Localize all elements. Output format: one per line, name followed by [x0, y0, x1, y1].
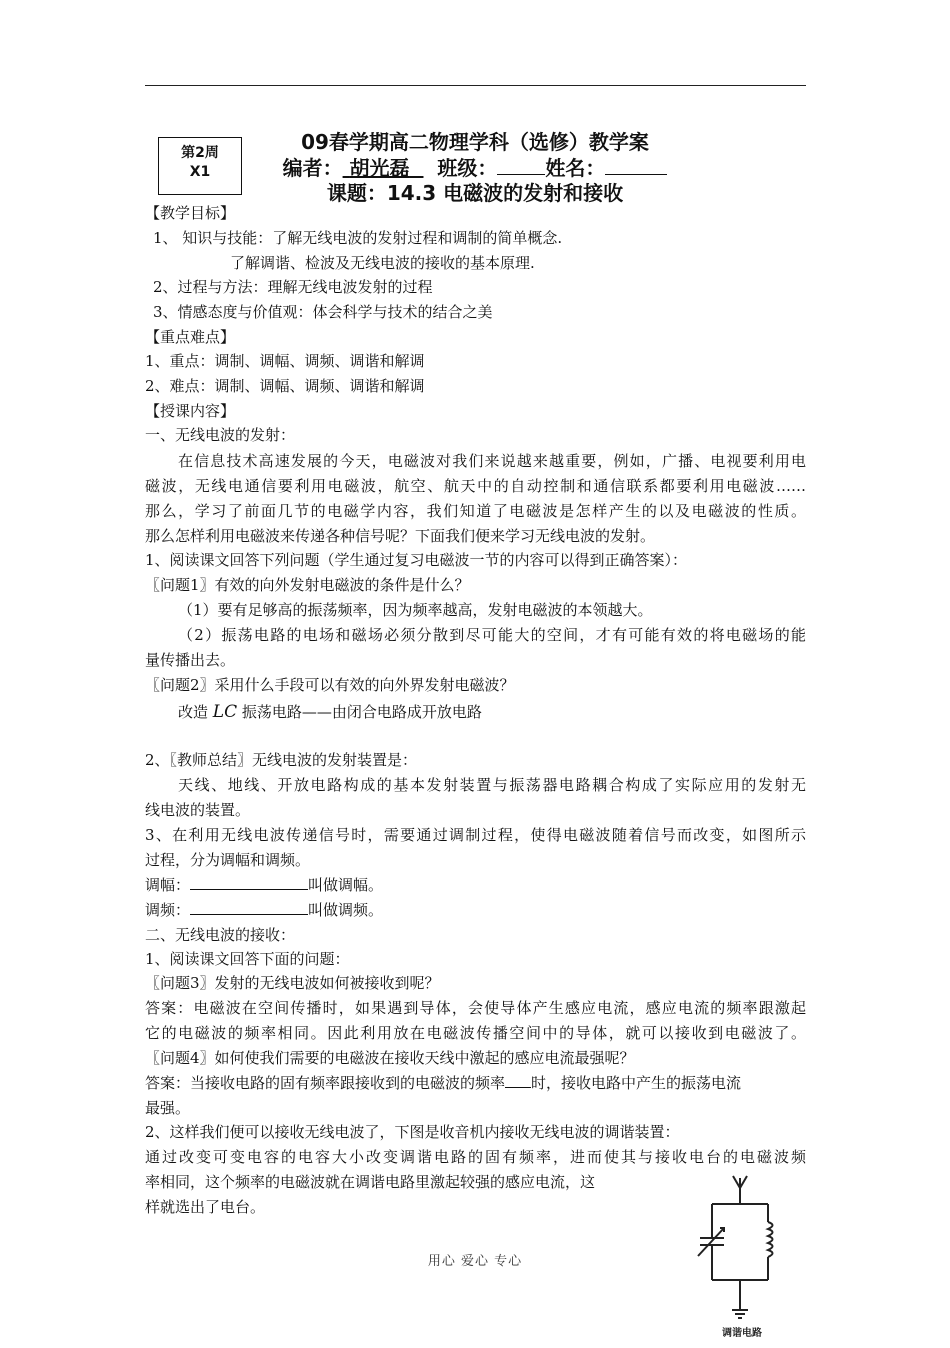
section-heading: 【授课内容】 — [145, 402, 236, 420]
text-line: 1、重点：调制、调幅、调频、调谐和解调 — [145, 352, 425, 370]
question: 〖问题1〗有效的向外发射电磁波的条件是什么？ — [145, 576, 470, 594]
blank-fm[interactable] — [190, 900, 308, 915]
text-line: 1、阅读课文回答下列问题（学生通过复习电磁波一节的内容可以得到正确答案）： — [145, 551, 688, 569]
text-line: （2）振荡电路的电场和磁场必须分散到尽可能大的空间，才有可能有效的将电磁场的能 — [178, 626, 806, 644]
text-line: 样就选出了电台。 — [145, 1198, 266, 1216]
tuning-circuit-figure — [690, 1170, 800, 1344]
fill-in-line: 调频： 叫做调频。 — [145, 901, 384, 919]
name-blank[interactable] — [605, 156, 667, 175]
lesson-title: 课题：14.3 电磁波的发射和接收 — [326, 181, 624, 205]
week-box — [158, 137, 242, 195]
header-rule — [145, 85, 806, 86]
editor-name: 胡光磊 — [349, 156, 410, 180]
class-label: 班级： — [437, 156, 498, 180]
tuning-circuit-icon — [690, 1170, 800, 1344]
question: 〖问题4〗如何使我们需要的电磁波在接收天线中激起的感应电流最强呢？ — [145, 1049, 635, 1067]
text-line: 改造 LC 振荡电路——由闭合电路成开放电路 — [178, 702, 482, 722]
section-heading: 【教学目标】 — [145, 204, 236, 222]
name-label: 姓名： — [545, 156, 606, 180]
week-code: X1 — [189, 164, 211, 180]
text-line: 那么怎样利用电磁波来传递各种信号呢？下面我们便来学习无线电波的发射。 — [145, 527, 656, 545]
text-line: 线电波的装置。 — [145, 801, 251, 819]
figure-caption: 调谐电路 — [722, 1328, 762, 1339]
section-heading: 二、无线电波的接收： — [145, 926, 296, 944]
blank-am[interactable] — [190, 875, 308, 890]
text-line: 3、情感态度与价值观：体会科学与技术的结合之美 — [153, 303, 493, 321]
text-line: 量传播出去。 — [145, 651, 236, 669]
text-line: 在信息技术高速发展的今天，电磁波对我们来说越来越重要，例如，广播、电视要利用电 — [178, 452, 806, 470]
lc-symbol: LC — [212, 702, 238, 722]
blank-frequency[interactable] — [505, 1073, 531, 1088]
text-line: （1）要有足够高的振荡频率，因为频率越高，发射电磁波的本领越大。 — [178, 601, 653, 619]
text-line: 它的电磁波的频率相同。因此利用放在电磁波传播空间中的导体，就可以接收到电磁波了。 — [145, 1024, 806, 1042]
text-line: 2、过程与方法：理解无线电波发射的过程 — [153, 278, 433, 296]
fill-in-line: 答案：当接收电路的固有频率跟接收到的电磁波的频率 时，接收电路中产生的振荡电流 — [145, 1074, 742, 1092]
text-line: 通过改变可变电容的电容大小改变调谐电路的固有频率，进而使其与接收电台的电磁波频 — [145, 1148, 806, 1166]
section-heading: 【重点难点】 — [145, 328, 236, 346]
text-line: 过程，分为调幅和调频。 — [145, 851, 311, 869]
text-line: 那么，学习了前面几节的电磁学内容，我们知道了电磁波是怎样产生的以及电磁波的性质。 — [145, 502, 806, 520]
text-line: 磁波，无线电通信要利用电磁波，航空、航天中的自动控制和通信联系都要利用电磁波…… — [145, 477, 806, 495]
text-line: 3、在利用无线电波传递信号时，需要通过调制过程，使得电磁波随着信号而改变，如图所示 — [145, 826, 806, 844]
text-line: 最强。 — [145, 1099, 191, 1117]
document-title: 09春学期高二物理学科（选修）教学案 — [301, 130, 649, 154]
page-footer: 用心 爱心 专心 — [427, 1254, 523, 1269]
text-line: 1、 知识与技能：了解无线电波的发射过程和调制的简单概念. — [153, 229, 563, 247]
text-line: 2、这样我们便可以接收无线电波了，下图是收音机内接收无线电波的调谐装置： — [145, 1123, 680, 1141]
fill-in-line: 调幅： 叫做调幅。 — [145, 876, 384, 894]
text-line: 率相同，这个频率的电磁波就在调谐电路里激起较强的感应电流，这 — [145, 1173, 596, 1191]
text-line: 2、〖教师总结〗无线电波的发射装置是： — [145, 751, 418, 769]
editor-label: 编者： — [282, 156, 343, 180]
week-label: 第2周 — [181, 145, 219, 161]
text-line: 答案：电磁波在空间传播时，如果遇到导体，会使导体产生感应电流，感应电流的频率跟激起 — [145, 999, 806, 1017]
section-heading: 一、无线电波的发射： — [145, 426, 296, 444]
class-blank[interactable] — [497, 156, 545, 175]
text-line: 1、阅读课文回答下面的问题： — [145, 950, 350, 968]
text-line: 天线、地线、开放电路构成的基本发射装置与振荡器电路耦合构成了实际应用的发射无 — [178, 776, 806, 794]
text-line: 2、难点：调制、调幅、调频、调谐和解调 — [145, 377, 425, 395]
text-line: 了解调谐、检波及无线电波的接收的基本原理. — [230, 254, 535, 272]
question: 〖问题2〗采用什么手段可以有效的向外界发射电磁波？ — [145, 676, 515, 694]
question: 〖问题3〗发射的无线电波如何被接收到呢？ — [145, 974, 440, 992]
